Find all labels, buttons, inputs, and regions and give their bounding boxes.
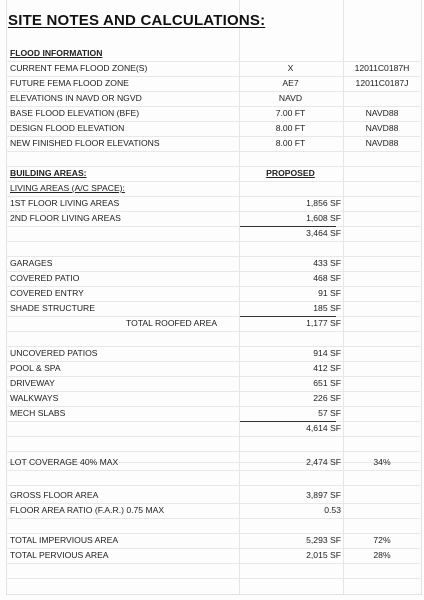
row-value: 8.00 FT [275, 123, 306, 133]
living-total: 3,464 SF [306, 228, 341, 238]
table-row [6, 503, 420, 519]
row-label: SHADE STRUCTURE [10, 303, 95, 313]
table-row [6, 256, 420, 272]
row-value: 2,015 SF [306, 550, 341, 560]
row-label: 1ST FLOOR LIVING AREAS [10, 198, 120, 208]
table-row [6, 548, 420, 564]
row-percent: 72% [373, 535, 391, 545]
blank-row [6, 241, 420, 257]
row-note: NAVD88 [365, 123, 399, 133]
table-row [6, 271, 420, 287]
row-label: ELEVATIONS IN NAVD OR NGVD [10, 93, 142, 103]
row-label: WALKWAYS [10, 393, 59, 403]
row-value: 412 SF [313, 363, 341, 373]
row-value: 1,856 SF [306, 198, 341, 208]
subtotal-row [6, 226, 420, 242]
row-value: 8.00 FT [275, 138, 306, 148]
blank-row [6, 518, 420, 534]
table-row [6, 455, 420, 471]
row-label: DESIGN FLOOD ELEVATION [10, 123, 125, 133]
table-row [6, 196, 420, 212]
uncovered-total: 4,614 SF [306, 423, 341, 433]
row-note: NAVD88 [365, 138, 399, 148]
table-row [6, 211, 420, 227]
row-value: 226 SF [313, 393, 341, 403]
row-label: 2ND FLOOR LIVING AREAS [10, 213, 121, 223]
row-value: 651 SF [313, 378, 341, 388]
table-row [6, 121, 420, 137]
living-areas-header: LIVING AREAS (A/C SPACE): [10, 183, 125, 193]
row-note: NAVD88 [365, 108, 399, 118]
row-note: 12011C0187J [355, 78, 409, 88]
row-label: LOT COVERAGE 40% MAX [10, 457, 119, 467]
row-label: POOL & SPA [10, 363, 61, 373]
row-value: NAVD [278, 93, 303, 103]
row-value: 5,293 SF [306, 535, 341, 545]
table-row [6, 376, 420, 392]
row-value: 57 SF [318, 408, 341, 418]
row-label: FLOOR AREA RATIO (F.A.R.) 0.75 MAX [10, 505, 165, 515]
table-row [6, 391, 420, 407]
row-value: 91 SF [318, 288, 341, 298]
row-value: 2,474 SF [306, 457, 341, 467]
section-header-row [6, 46, 420, 62]
row-value: 1,608 SF [306, 213, 341, 223]
row-label: COVERED PATIO [10, 273, 80, 283]
row-label: TOTAL IMPERVIOUS AREA [10, 535, 119, 545]
roofed-total: 1,177 SF [306, 318, 341, 328]
subtotal-row [6, 421, 420, 437]
row-label: UNCOVERED PATIOS [10, 348, 98, 358]
flood-section-header: FLOOD INFORMATION [10, 48, 103, 58]
section-header-row [6, 166, 420, 182]
row-label: COVERED ENTRY [10, 288, 84, 298]
page-title: SITE NOTES AND CALCULATIONS: [8, 12, 266, 29]
table-row [6, 61, 420, 77]
row-label: DRIVEWAY [10, 378, 55, 388]
table-row [6, 286, 420, 302]
row-label: BASE FLOOD ELEVATION (BFE) [10, 108, 140, 118]
blank-row [6, 331, 420, 347]
blank-row [6, 436, 420, 452]
row-value: 468 SF [313, 273, 341, 283]
roofed-total-label: TOTAL ROOFED AREA [126, 318, 218, 328]
table-row [6, 533, 420, 549]
row-percent: 34% [373, 457, 391, 467]
subtotal-row [6, 316, 420, 332]
row-note: 12011C0187H [354, 63, 410, 73]
row-label: FUTURE FEMA FLOOD ZONE [10, 78, 129, 88]
row-label: GARAGES [10, 258, 53, 268]
proposed-column-header: PROPOSED [266, 168, 315, 178]
table-row [6, 181, 420, 197]
row-label: CURRENT FEMA FLOOD ZONE(S) [10, 63, 148, 73]
row-label: TOTAL PERVIOUS AREA [10, 550, 109, 560]
row-value: 185 SF [313, 303, 341, 313]
row-value: 0.53 [324, 505, 341, 515]
row-label: GROSS FLOOR AREA [10, 490, 99, 500]
row-value: 433 SF [313, 258, 341, 268]
table-row [6, 91, 420, 107]
blank-row [6, 151, 420, 167]
table-row [6, 406, 420, 422]
row-label: MECH SLABS [10, 408, 66, 418]
row-value: 3,897 SF [306, 490, 341, 500]
row-percent: 28% [373, 550, 391, 560]
table-row [6, 76, 420, 92]
row-value: AE7 [282, 78, 299, 88]
table-row [6, 488, 420, 504]
table-row [6, 346, 420, 362]
table-row [6, 136, 420, 152]
blank-row [6, 470, 420, 486]
blank-row [6, 563, 420, 579]
building-section-header: BUILDING AREAS: [10, 168, 87, 178]
table-row [6, 301, 420, 317]
row-value: 914 SF [313, 348, 341, 358]
row-value: 7.00 FT [275, 108, 306, 118]
table-row [6, 106, 420, 122]
table-row [6, 361, 420, 377]
row-value: X [287, 63, 294, 73]
row-label: NEW FINISHED FLOOR ELEVATIONS [10, 138, 160, 148]
